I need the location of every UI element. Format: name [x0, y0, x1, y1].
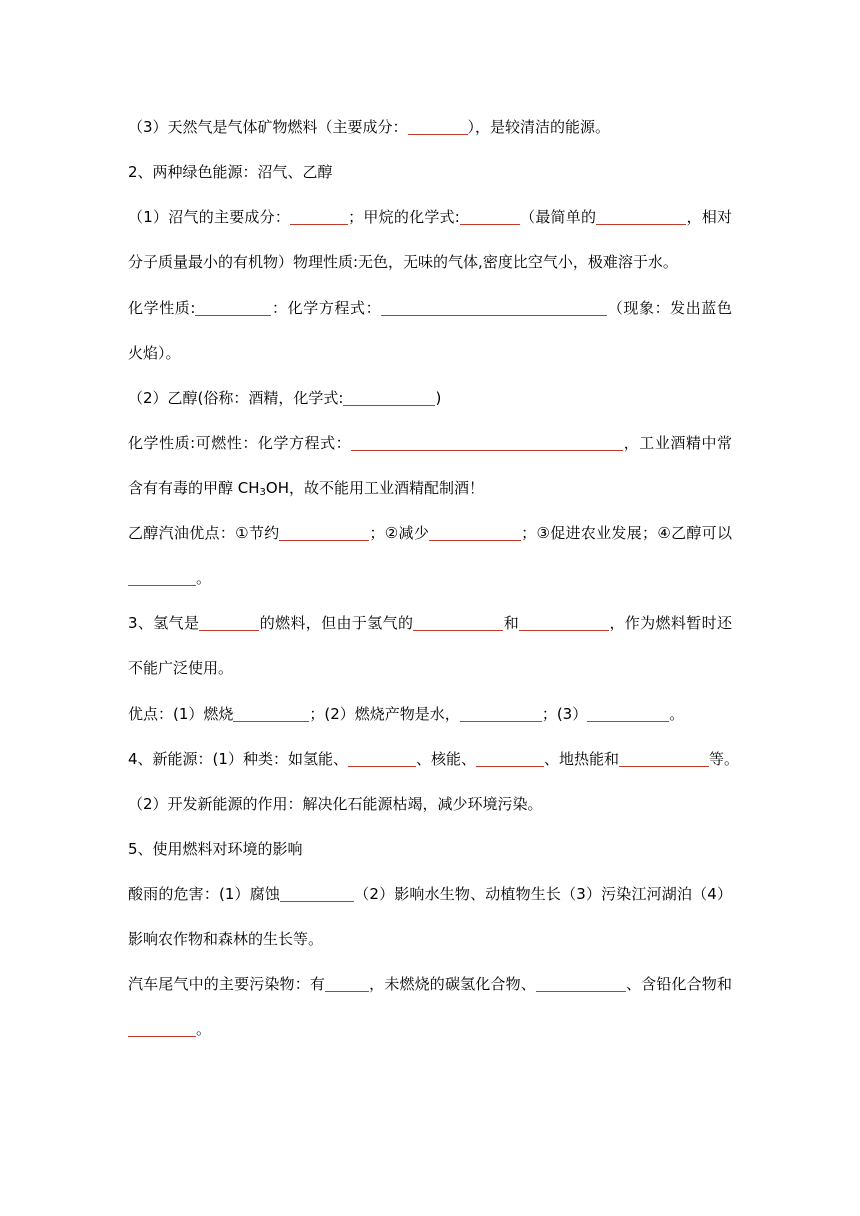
text-segment: ；甲烷的化学式:: [348, 208, 460, 226]
text-segment: 。: [669, 705, 685, 723]
text-segment: （2）影响水生物、动植物生长（3）污染江河湖泊（4）: [354, 885, 732, 903]
text-segment: 汽车尾气中的主要污染物：有: [128, 975, 326, 993]
text-segment: ；②减少: [369, 524, 430, 542]
fill-blank[interactable]: [408, 118, 468, 135]
text-segment: 化学性质:可燃性：化学方程式：: [128, 434, 352, 452]
text-segment: 含有有毒的甲醇 CH: [128, 479, 260, 497]
text-segment: 。: [196, 569, 212, 587]
text-segment: 分子质量最小的有机物）物理性质:无色，无味的气体,密度比空气小，极难溶于水。: [128, 253, 678, 271]
fill-blank[interactable]: [519, 614, 609, 631]
text-segment: 影响农作物和森林的生长等。: [128, 930, 324, 948]
fill-blank[interactable]: [199, 614, 259, 631]
fill-blank[interactable]: [233, 705, 309, 722]
text-segment: ): [435, 389, 442, 407]
text-segment: ，工业酒精中常: [623, 434, 732, 452]
text-line-methanol: [128, 478, 732, 503]
fill-blank[interactable]: [290, 208, 348, 225]
subscript: 3: [259, 487, 266, 498]
text-line-hydrogen: [128, 613, 732, 633]
text-segment: 乙醇汽油优点：①节约: [128, 524, 280, 542]
fill-blank[interactable]: [476, 750, 544, 767]
text-line-hydrogen-limit: [128, 658, 732, 678]
text-line-ethanol-end: [128, 568, 732, 588]
text-line-car-exhaust: [128, 974, 732, 994]
text-segment: 2、两种绿色能源：沼气、乙醇: [128, 163, 333, 181]
fill-blank[interactable]: [413, 614, 503, 631]
fill-blank[interactable]: [343, 389, 435, 406]
text-segment: ，作为燃料暂时还: [609, 614, 732, 632]
text-segment: 3、氢气是: [128, 614, 200, 632]
fill-blank[interactable]: [536, 975, 626, 992]
text-line-new-energy-role: [128, 794, 732, 814]
text-segment: （2）乙醇(俗称：酒精，化学式:: [128, 389, 344, 407]
text-segment: 的燃料，但由于氢气的: [259, 614, 414, 632]
text-line-methane-physical: [128, 252, 732, 272]
fill-blank[interactable]: [280, 885, 354, 902]
fill-blank[interactable]: [279, 524, 369, 541]
text-segment: （2）开发新能源的作用：解决化石能源枯竭，减少环境污染。: [128, 795, 543, 813]
text-segment: ；(3）: [541, 705, 588, 723]
text-line-biogas: [128, 207, 732, 227]
text-segment: （现象：发出蓝色: [607, 299, 732, 317]
text-segment: 、核能、: [415, 750, 476, 768]
text-segment: 。: [196, 1020, 212, 1038]
section-heading-environment: [128, 839, 732, 859]
text-segment: 不能广泛使用。: [128, 659, 234, 677]
text-segment: OH，故不能用工业酒精配制酒！: [265, 479, 484, 497]
text-segment: 优点：(1）燃烧: [128, 705, 234, 723]
text-segment: ），是较清洁的能源。: [467, 118, 611, 136]
text-segment: 、地热能和: [543, 750, 619, 768]
text-segment: 酸雨的危害：(1）腐蚀: [128, 885, 281, 903]
text-segment: 5、使用燃料对环境的影响: [128, 840, 303, 858]
text-line-acid-rain-end: [128, 929, 732, 949]
text-line-car-exhaust-end: [128, 1019, 732, 1039]
text-segment: ，相对: [686, 208, 732, 226]
fill-blank[interactable]: [460, 705, 542, 722]
text-segment: ；(2）燃烧产物是水，: [309, 705, 460, 723]
text-line-ethanol: [128, 388, 732, 408]
text-line-acid-rain: [128, 884, 732, 904]
text-line-ethanol-chemical: [128, 433, 732, 453]
text-segment: （3）天然气是气体矿物燃料（主要成分：: [128, 118, 408, 136]
text-line-natural-gas: [128, 117, 732, 137]
text-segment: ：化学方程式：: [271, 299, 382, 317]
fill-blank[interactable]: [429, 524, 521, 541]
fill-blank[interactable]: [128, 1020, 196, 1037]
fill-blank[interactable]: [460, 208, 520, 225]
fill-blank[interactable]: [619, 750, 709, 767]
fill-blank[interactable]: [128, 569, 196, 586]
text-line-methane-chemical: [128, 298, 732, 318]
text-line-flame: [128, 343, 732, 363]
text-segment: （最简单的: [519, 208, 597, 226]
text-segment: 、含铅化合物和: [625, 975, 732, 993]
text-segment: 等。: [708, 750, 739, 768]
fill-blank[interactable]: [381, 299, 607, 316]
text-line-hydrogen-advantages: [128, 704, 732, 724]
text-segment: 4、新能源：(1）种类：如氢能、: [128, 750, 348, 768]
fill-blank[interactable]: [195, 299, 271, 316]
fill-blank[interactable]: [587, 705, 669, 722]
text-segment: （1）沼气的主要成分：: [128, 208, 291, 226]
text-segment: ，未燃烧的碳氢化合物、: [369, 975, 536, 993]
fill-blank[interactable]: [348, 750, 416, 767]
text-segment: 火焰）。: [128, 344, 181, 362]
section-heading-green-energy: [128, 162, 732, 182]
text-segment: 和: [503, 614, 520, 632]
fill-blank[interactable]: [325, 975, 369, 992]
text-line-new-energy: [128, 749, 739, 769]
fill-blank[interactable]: [351, 434, 623, 451]
text-line-ethanol-gasoline: [128, 523, 732, 543]
text-segment: ；③促进农业发展；④乙醇可以: [521, 524, 732, 542]
fill-blank[interactable]: [596, 208, 686, 225]
text-segment: 化学性质:: [128, 299, 196, 317]
